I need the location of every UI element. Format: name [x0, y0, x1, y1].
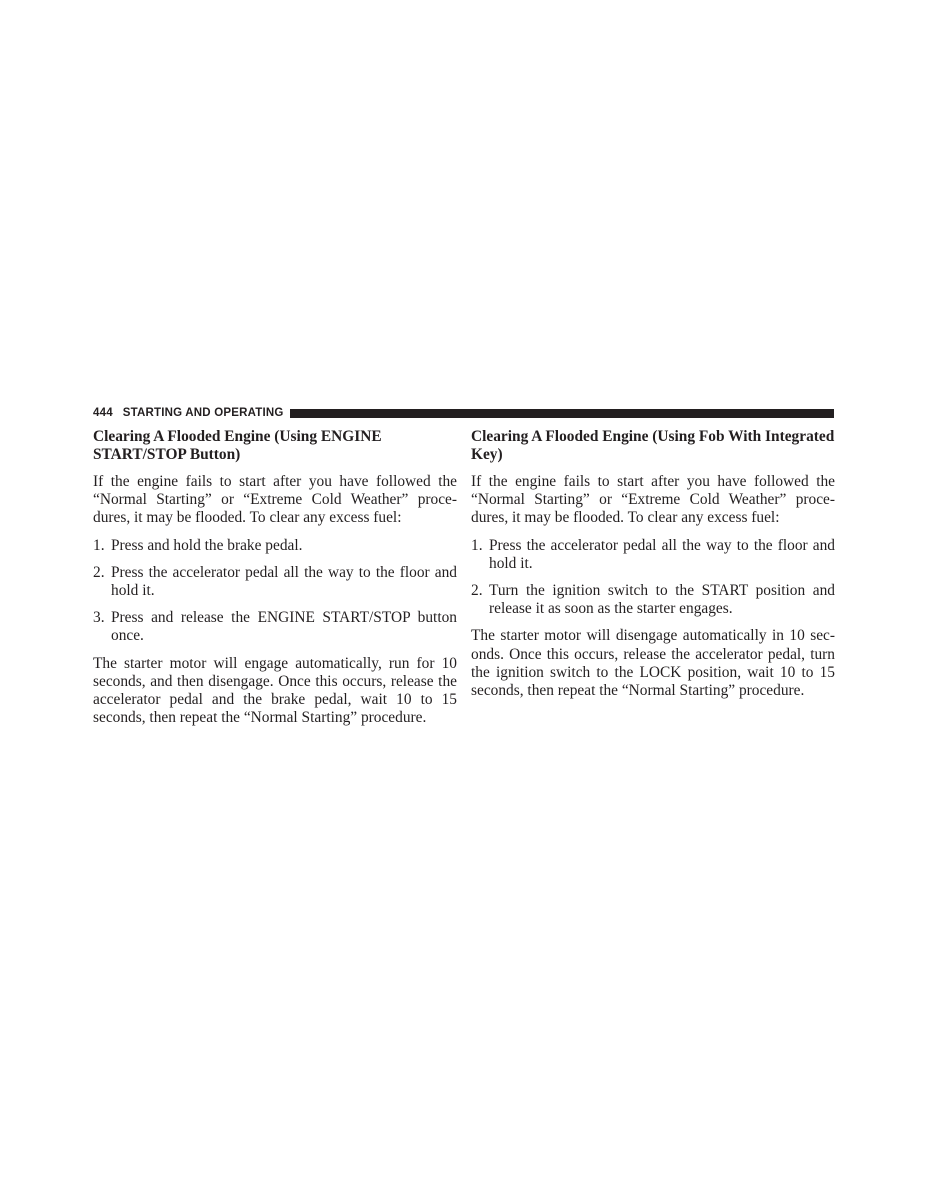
- intro-paragraph: If the engine fails to start after you have followed the “Normal Starting” or “Extreme Cold Weather” proce-dures, it may be flooded. To clear any excess fuel:: [93, 473, 457, 527]
- intro-paragraph: If the engine fails to start after you have followed the “Normal Starting” or “Extreme Cold Weather” proce-dures, it may be flooded. To clear any excess fuel:: [471, 473, 835, 527]
- outro-paragraph: The starter motor will disengage automatically in 10 sec-onds. Once this occurs, release the accelerator pedal, turn the ignition switch to the LOCK position, wait 10 to 15 seconds, then repeat the “Normal Starting” procedure.: [471, 627, 835, 700]
- page-number: 444: [93, 407, 113, 419]
- step-number: 2.: [471, 582, 483, 600]
- step-text: Press the accelerator pedal all the way to the floor and hold it.: [489, 536, 835, 572]
- step-text: Press and release the ENGINE START/STOP button once.: [111, 609, 457, 645]
- right-column: [471, 428, 835, 709]
- left-column: [93, 428, 457, 736]
- step-number: 1.: [93, 536, 105, 554]
- section-title: STARTING AND OPERATING: [122, 407, 284, 419]
- step-item: [93, 609, 457, 645]
- section-heading: Clearing A Flooded Engine (Using ENGINE START/STOP Button): [93, 428, 382, 463]
- step-text: Press and hold the brake pedal.: [111, 536, 303, 554]
- step-number: 2.: [93, 563, 105, 581]
- outro-paragraph: The starter motor will engage automatically, run for 10 seconds, and then disengage. Once this occurs, release the accelerator pedal and the brake pedal, wait 10 to 15 seconds, then repeat the “Normal Starting” procedure.: [93, 654, 457, 727]
- section-heading: Clearing A Flooded Engine (Using Fob With Integrated Key): [471, 428, 835, 463]
- running-header: [93, 405, 834, 421]
- step-item: [471, 582, 835, 618]
- step-text: Press the accelerator pedal all the way to the floor and hold it.: [111, 563, 457, 600]
- step-number: 1.: [471, 536, 483, 554]
- step-text: Turn the ignition switch to the START position and release it as soon as the starter engages.: [489, 582, 835, 618]
- step-item: [471, 537, 835, 573]
- step-list: [471, 537, 835, 619]
- header-rule: [290, 409, 834, 418]
- step-item: [93, 564, 457, 600]
- step-list: [93, 537, 457, 646]
- step-number: 3.: [93, 609, 105, 627]
- step-item: [93, 537, 457, 555]
